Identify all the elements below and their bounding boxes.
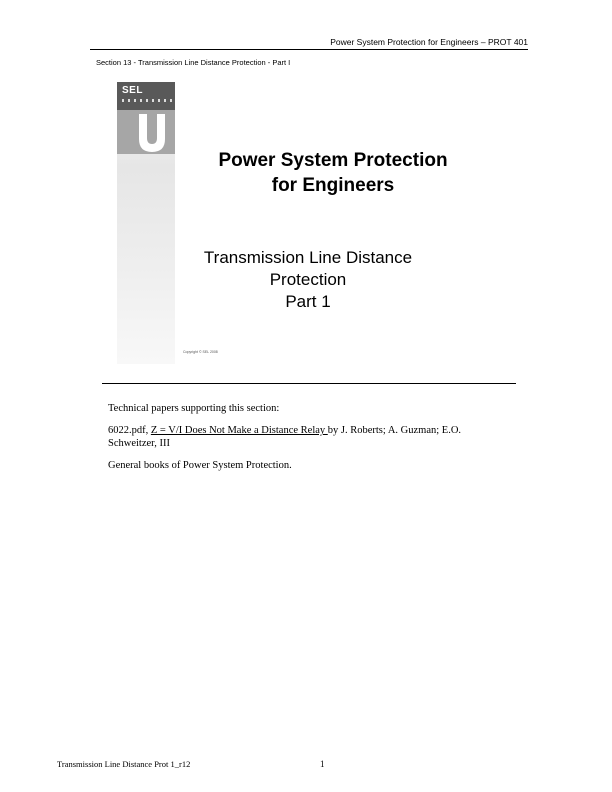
running-header-title: Power System Protection for Engineers – PROT 401 (330, 37, 528, 47)
section-title: Section 13 - Transmission Line Distance Protection - Part I (96, 58, 291, 67)
footer-document-id: Transmission Line Distance Prot 1_r12 (57, 759, 191, 769)
slide-copyright: Copyright © SEL 2008 (183, 350, 218, 354)
footer-page-number: 1 (320, 759, 325, 769)
slide-subtitle-line-3: Part 1 (285, 292, 331, 311)
slide-subtitle-line-1: Transmission Line Distance (203, 248, 413, 267)
header-rule (90, 49, 528, 50)
sel-logo-text: SEL (122, 85, 143, 96)
notes-heading: Technical papers supporting this section: (108, 403, 280, 414)
u-letter-icon (137, 114, 167, 152)
sel-logo-subtext (122, 99, 172, 102)
paper-authors: by J. Roberts; A. Guzman; E.O. Schweitzer, III (108, 425, 462, 449)
notes-paper-reference (108, 424, 498, 450)
notes-separator-rule (102, 383, 516, 384)
notes-books: General books of Power System Protection. (108, 460, 292, 471)
paper-title-link[interactable]: Z = V/I Does Not Make a Distance Relay (150, 425, 328, 436)
slide-title-line-1: Power System Protection (218, 150, 448, 171)
slide-subtitle-line-2: Protection (269, 270, 347, 289)
paper-filename: 6022.pdf, (108, 425, 151, 436)
slide-title-line-2: for Engineers (271, 175, 395, 196)
